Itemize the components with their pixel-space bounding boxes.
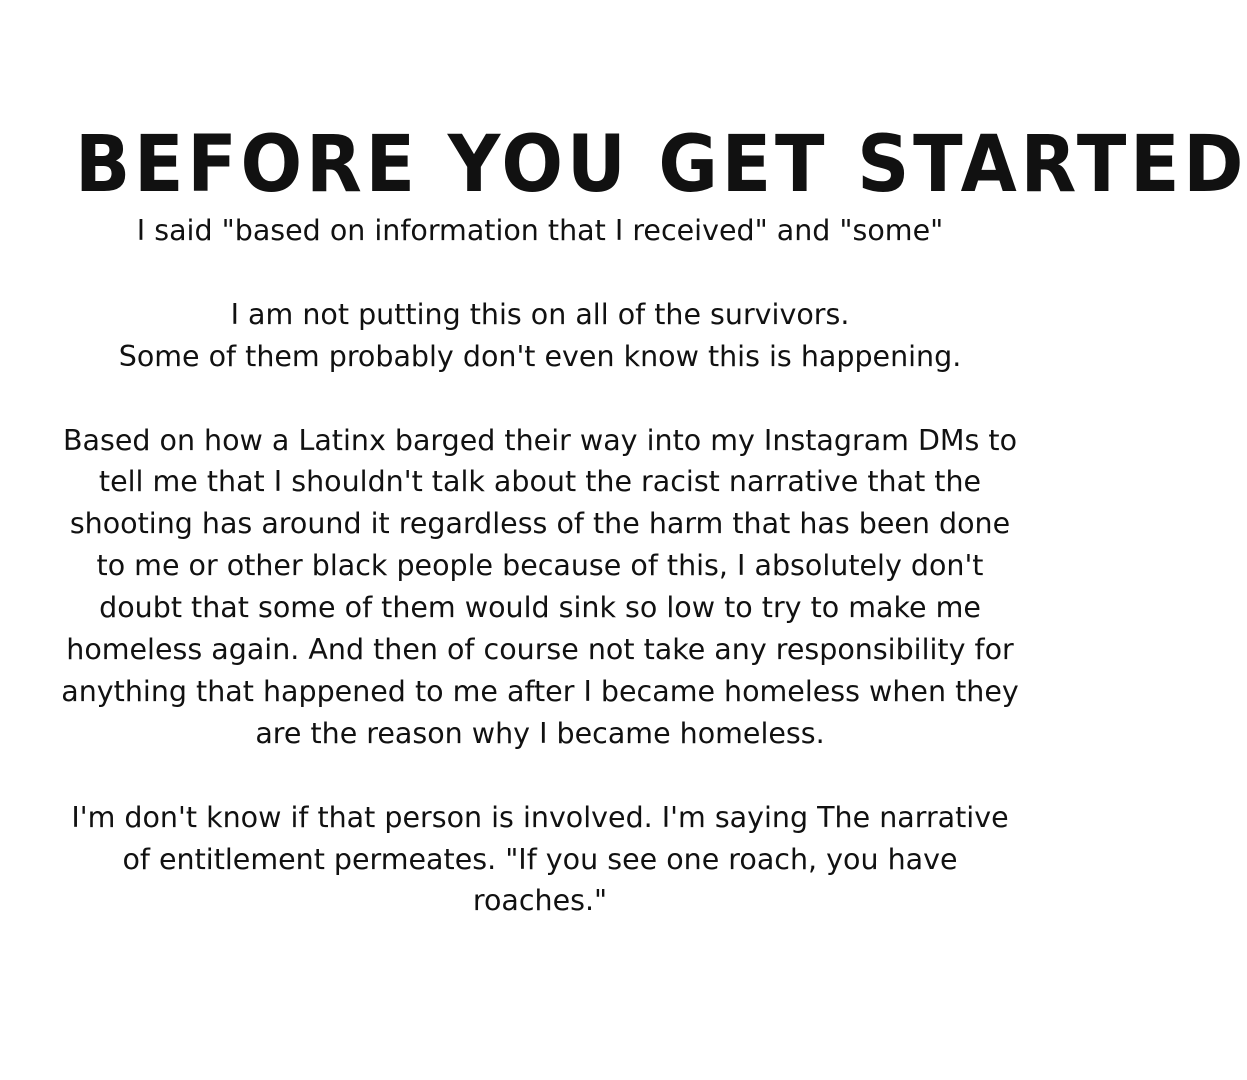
page-title: BEFORE YOU GET STARTED [75, 120, 1247, 211]
text-line: are the reason why I became homeless. [255, 716, 825, 750]
paragraph-explanation [50, 420, 1030, 755]
paragraph-conclusion [50, 797, 1030, 923]
text-line: roaches." [472, 884, 608, 918]
text-line: homeless again. And then of course not take any responsibility for [66, 633, 1014, 667]
text-line: Based on how a Latinx barged their way into my Instagram DMs to [62, 423, 1018, 457]
paragraph-survivors [50, 294, 1030, 378]
text-line: of entitlement permeates. "If you see one roach, you have [122, 842, 958, 876]
text-line: shooting has around it regardless of the harm that has been done [69, 507, 1011, 541]
text-line: tell me that I shouldn't talk about the racist narrative that the [98, 465, 982, 499]
text-line: Some of them probably don't even know this is happening. [118, 339, 962, 373]
text-line: doubt that some of them would sink so low to try to make me [99, 591, 981, 625]
text-line: I'm don't know if that person is involved. I'm saying The narrative [71, 800, 1009, 834]
text-line: to me or other black people because of this, I absolutely don't [96, 549, 984, 583]
text-line: anything that happened to me after I became homeless when they [61, 674, 1019, 708]
body-text [50, 210, 1030, 964]
text-line: I am not putting this on all of the survivors. [230, 297, 850, 331]
text-line: I said "based on information that I received" and "some" [136, 214, 944, 247]
paragraph-disclaimer [50, 210, 1030, 252]
